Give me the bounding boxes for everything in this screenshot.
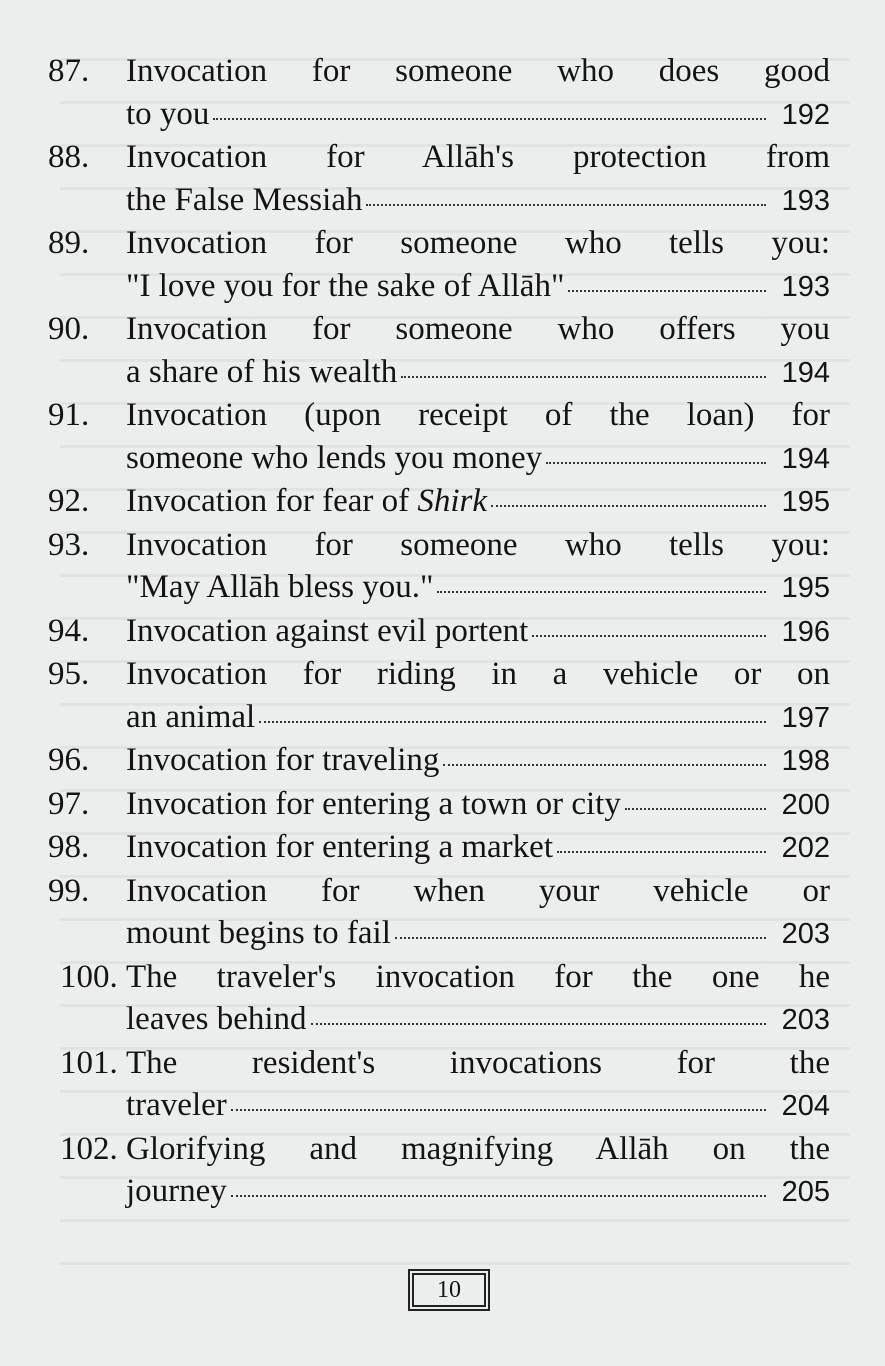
entry-title-line: an animal: [126, 698, 256, 735]
entry-title-line: someone who lends you money: [126, 439, 543, 476]
entry-title-line: The resident's invocations for the: [126, 1044, 830, 1081]
entry-title-line: the False Messiah: [126, 181, 363, 218]
toc-entry: [48, 480, 830, 524]
entry-title-line: Invocation for entering a market: [126, 829, 553, 865]
dot-leader: [395, 936, 766, 939]
dot-leader: [491, 504, 766, 507]
entry-page-number: 195: [781, 572, 830, 604]
entry-page-number: 193: [781, 184, 830, 217]
toc-entry: [48, 50, 830, 136]
toc-entry: [48, 308, 830, 394]
entry-title-line: Invocation for when your vehicle or: [126, 872, 830, 909]
entry-number: 91.: [48, 397, 90, 433]
entry-page-number: 194: [781, 356, 830, 389]
entry-number: 97.: [48, 785, 90, 822]
entry-number: 93.: [48, 526, 90, 563]
dot-leader: [231, 1108, 766, 1111]
entry-number: 95.: [48, 656, 90, 692]
entry-title-line: The traveler's invocation for the one he: [126, 958, 830, 995]
entry-page-number: 203: [781, 1004, 830, 1036]
table-of-contents: [48, 50, 830, 1214]
entry-title-line: Invocation for entering a town or city: [126, 785, 621, 822]
dot-leader: [311, 1022, 766, 1025]
dot-leader: [231, 1194, 766, 1197]
entry-title-line: Invocation for someone who tells you:: [126, 225, 830, 261]
entry-page-number: 203: [781, 918, 830, 950]
entry-number: 102.: [60, 1130, 118, 1167]
toc-entry: [60, 1042, 830, 1128]
toc-entry: [60, 956, 830, 1042]
entry-title-line: mount begins to fail: [126, 915, 391, 951]
entry-title-line: Invocation for someone who offers you: [126, 311, 830, 347]
toc-entry: [48, 653, 830, 739]
page-number: 10: [412, 1273, 486, 1307]
dot-leader: [259, 720, 766, 723]
entry-title-line: Invocation for fear of Shirk: [126, 483, 488, 519]
entry-number: 92.: [48, 483, 90, 519]
entry-number: 101.: [60, 1044, 118, 1081]
toc-entry: [48, 783, 830, 827]
entry-page-number: 198: [781, 745, 830, 777]
toc-entry: [48, 610, 830, 654]
dot-leader: [557, 850, 766, 853]
entry-title-line: Invocation for someone who tells you:: [126, 526, 830, 563]
entry-title-line: Invocation against evil portent: [126, 612, 529, 649]
dot-leader: [568, 289, 766, 292]
dot-leader: [437, 590, 766, 593]
entry-number: 99.: [48, 872, 90, 909]
dot-leader: [366, 203, 766, 206]
dot-leader: [213, 117, 766, 120]
entry-page-number: 197: [781, 701, 830, 734]
toc-entry: [48, 524, 830, 610]
entry-title-line: to you: [126, 95, 210, 132]
entry-page-number: 196: [781, 615, 830, 648]
entry-title-line: Invocation (upon receipt of the loan) for: [126, 397, 830, 433]
entry-title-line: traveler: [126, 1087, 227, 1123]
entry-page-number: 205: [781, 1176, 830, 1208]
dot-leader: [546, 461, 766, 464]
entry-page-number: 200: [781, 788, 830, 821]
entry-title-line: journey: [126, 1173, 227, 1209]
entry-number: 90.: [48, 311, 90, 347]
entry-page-number: 195: [781, 486, 830, 518]
dot-leader: [625, 807, 766, 810]
entry-number: 88.: [48, 139, 90, 175]
entry-number: 100.: [60, 958, 118, 995]
toc-entry: [48, 739, 830, 783]
toc-entry: [48, 136, 830, 222]
entry-page-number: 202: [781, 832, 830, 864]
entry-title-line: "May Allāh bless you.": [126, 569, 434, 605]
entry-title-line: Invocation for someone who does good: [126, 53, 830, 89]
entry-page-number: 194: [781, 442, 830, 475]
entry-page-number: 192: [781, 98, 830, 131]
toc-entry: [48, 870, 830, 956]
toc-entry: [48, 826, 830, 870]
dot-leader: [532, 634, 766, 637]
entry-title-line: "I love you for the sake of Allāh": [126, 267, 565, 304]
entry-title-line: Invocation for Allāh's protection from: [126, 139, 830, 175]
entry-title-line: leaves behind: [126, 1001, 307, 1037]
entry-title-line: Invocation for traveling: [126, 742, 440, 778]
dot-leader: [401, 375, 766, 378]
entry-number: 96.: [48, 742, 90, 778]
entry-title-line: Glorifying and magnifying Allāh on the: [126, 1130, 830, 1167]
entry-number: 98.: [48, 829, 90, 865]
dot-leader: [443, 763, 766, 766]
toc-entry: [48, 394, 830, 480]
entry-page-number: 204: [781, 1090, 830, 1122]
entry-number: 89.: [48, 225, 90, 261]
toc-entry: [60, 1128, 830, 1214]
entry-number: 87.: [48, 53, 90, 89]
entry-title-line: Invocation for riding in a vehicle or on: [126, 656, 830, 692]
toc-entry: [48, 222, 830, 308]
entry-number: 94.: [48, 612, 90, 649]
entry-title-line: a share of his wealth: [126, 353, 398, 390]
entry-page-number: 193: [781, 270, 830, 303]
